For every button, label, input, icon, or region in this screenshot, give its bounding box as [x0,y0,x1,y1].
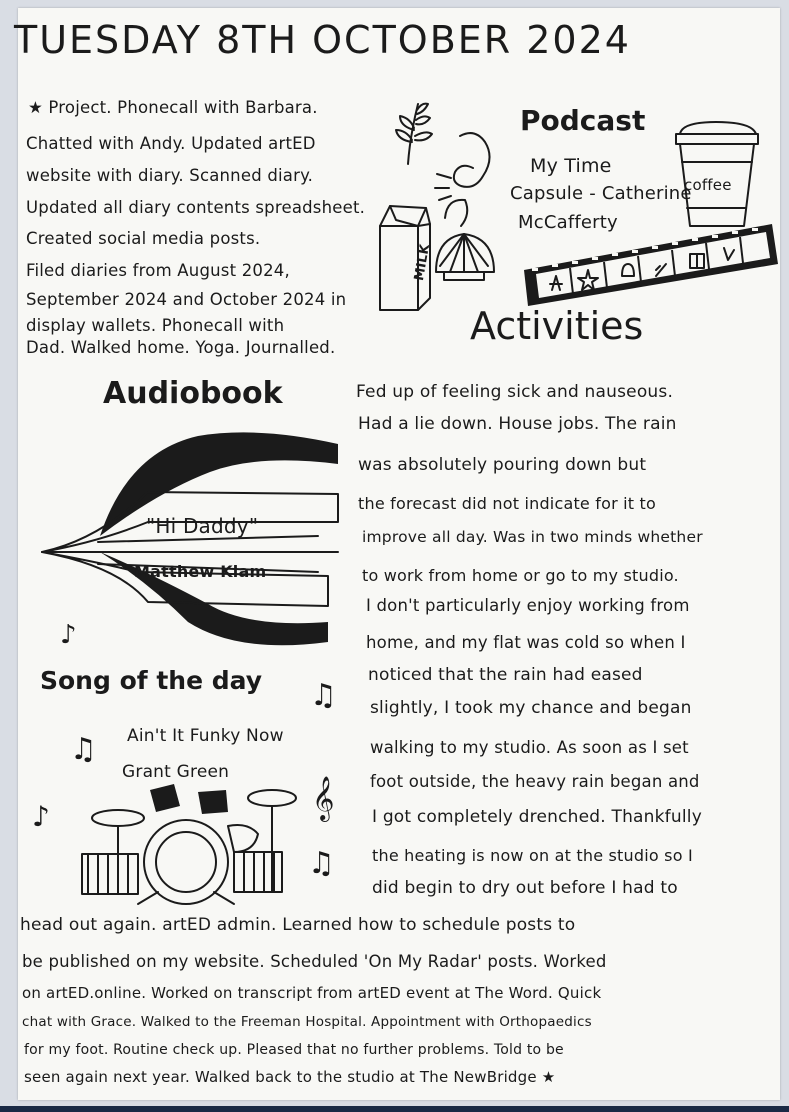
project-line: website with diary. Scanned diary. [26,166,314,185]
music-note-icon: ♫ [308,846,335,881]
activities-line: improve all day. Was in two minds whether [362,528,703,546]
activities-line: the heating is now on at the studio so I [372,846,693,865]
activities-line: did begin to dry out before I had to [372,878,678,898]
audiobook-author: Matthew Klam [134,562,267,581]
project-line: Dad. Walked home. Yoga. Journalled. [26,338,336,357]
project-line: Chatted with Andy. Updated artED [26,134,316,153]
page-title: TUESDAY 8TH OCTOBER 2024 [14,18,631,62]
project-line: Updated all diary contents spreadsheet. [26,198,366,217]
bottom-line: be published on my website. Scheduled 'On My Radar' posts. Worked [22,952,607,971]
podcast-line: Capsule - Catherine [510,183,692,204]
project-line: September 2024 and October 2024 in [26,290,347,309]
podcast-line: McCafferty [518,212,618,233]
background-strip [0,1106,789,1112]
project-line: display wallets. Phonecall with [26,316,285,335]
bottom-line: chat with Grace. Walked to the Freeman Hospital. Appointment with Orthopaedics [22,1014,592,1030]
song-heading: Song of the day [40,666,263,695]
activities-heading: Activities [470,304,644,348]
music-note-icon: ♪ [60,620,77,650]
activities-line: noticed that the rain had eased [368,665,643,685]
activities-line: I got completely drenched. Thankfully [372,807,702,827]
coffee-label: coffee [684,176,732,194]
activities-line: was absolutely pouring down but [358,455,647,475]
project-line: Filed diaries from August 2024, [26,261,290,280]
activities-line: I don't particularly enjoy working from [366,596,690,615]
open-book-icon [38,432,344,654]
audiobook-title: "Hi Daddy" [146,514,259,538]
bottom-line: head out again. artED admin. Learned how to schedule posts to [20,915,576,935]
project-line: Created social media posts. [26,229,261,248]
activities-line: slightly, I took my chance and began [370,698,692,718]
bottom-line: on artED.online. Worked on transcript from artED event at The Word. Quick [22,984,602,1002]
steam-icon [425,128,505,238]
music-note-icon: ♫ [310,678,337,713]
drum-kit-icon [78,782,300,910]
music-note-icon: ♫ [70,732,97,767]
podcast-heading: Podcast [520,104,646,137]
coffee-cup-icon [672,118,762,230]
treble-clef-icon: 𝄞 [312,776,335,820]
bottom-line: seen again next year. Walked back to the studio at The NewBridge ★ [24,1068,556,1086]
audiobook-heading: Audiobook [103,376,283,411]
milk-label: MILK [411,243,434,282]
song-title: Ain't It Funky Now [127,726,284,746]
activities-line: to work from home or go to my studio. [362,566,679,585]
activities-line: Fed up of feeling sick and nauseous. [356,382,674,402]
activities-line: walking to my studio. As soon as I set [370,738,689,757]
song-artist: Grant Green [122,762,230,782]
music-note-icon: ♪ [32,800,50,833]
activities-line: home, and my flat was cold so when I [366,633,686,652]
film-strip-icon [522,224,778,308]
activities-line: Had a lie down. House jobs. The rain [358,414,677,434]
activities-line: foot outside, the heavy rain began and [370,772,700,791]
project-line: ★ Project. Phonecall with Barbara. [28,98,318,117]
activities-line: the forecast did not indicate for it to [358,494,657,513]
shell-icon [430,226,500,286]
podcast-line: My Time [530,155,612,177]
bottom-line: for my foot. Routine check up. Pleased that no further problems. Told to be [24,1042,564,1058]
